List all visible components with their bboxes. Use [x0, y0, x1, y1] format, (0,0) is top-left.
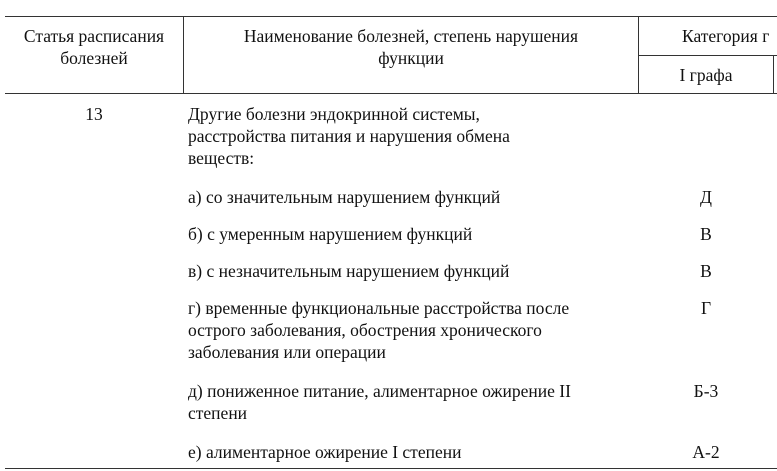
header-article-line-1: Статья расписания: [23, 26, 165, 46]
header-name-line-1: Наименование болезней, степень нарушения: [243, 26, 579, 46]
item-g: [188, 297, 633, 363]
item-b: [188, 223, 633, 245]
item-a: [188, 186, 633, 208]
row-title-line-2: расстройства питания и нарушения обмена: [188, 126, 510, 146]
row-title-line-3: веществ:: [188, 148, 255, 168]
header-name-column: [184, 25, 638, 69]
item-g-line-2: острого заболевания, обострения хронического: [188, 320, 542, 340]
item-a-category: Д: [700, 187, 712, 207]
item-e: [188, 441, 633, 463]
item-g-category: Г: [700, 298, 712, 318]
item-g-line-1: г) временные функциональные расстройства после: [188, 298, 570, 318]
item-b-line-1: б) с умеренным нарушением функций: [188, 224, 473, 244]
item-d-line-2: степени: [188, 403, 248, 423]
header-divider-3: [773, 55, 774, 94]
item-e-line-1: е) алиментарное ожирение I степени: [188, 442, 462, 462]
table-top-border: [5, 16, 777, 17]
item-v-line-1: в) с незначительным нарушением функций: [188, 261, 510, 281]
header-bottom-border: [5, 93, 777, 94]
item-a-line-1: а) со значительным нарушением функций: [188, 187, 501, 207]
item-d: [188, 380, 633, 424]
header-name-line-2: функции: [378, 48, 444, 68]
item-d-category: Б-3: [693, 381, 719, 401]
header-article-line-2: болезней: [60, 48, 128, 68]
row-title: [188, 103, 633, 169]
category-subheader-border: [638, 55, 777, 56]
item-g-line-3: заболевания или операции: [188, 342, 386, 362]
item-v: [188, 260, 633, 282]
row-title-line-1: Другие болезни эндокринной системы,: [188, 104, 480, 124]
item-v-category: В: [700, 261, 712, 281]
item-b-category: В: [700, 224, 712, 244]
item-d-line-1: д) пониженное питание, алиментарное ожирение II: [188, 381, 571, 401]
header-category-column: Категория г: [682, 26, 770, 46]
header-graph-column: I графа: [679, 65, 733, 85]
header-article-column: [5, 25, 183, 69]
table-bottom-border: [5, 468, 777, 469]
article-number: 13: [85, 104, 103, 124]
item-e-category: А-2: [692, 442, 720, 462]
